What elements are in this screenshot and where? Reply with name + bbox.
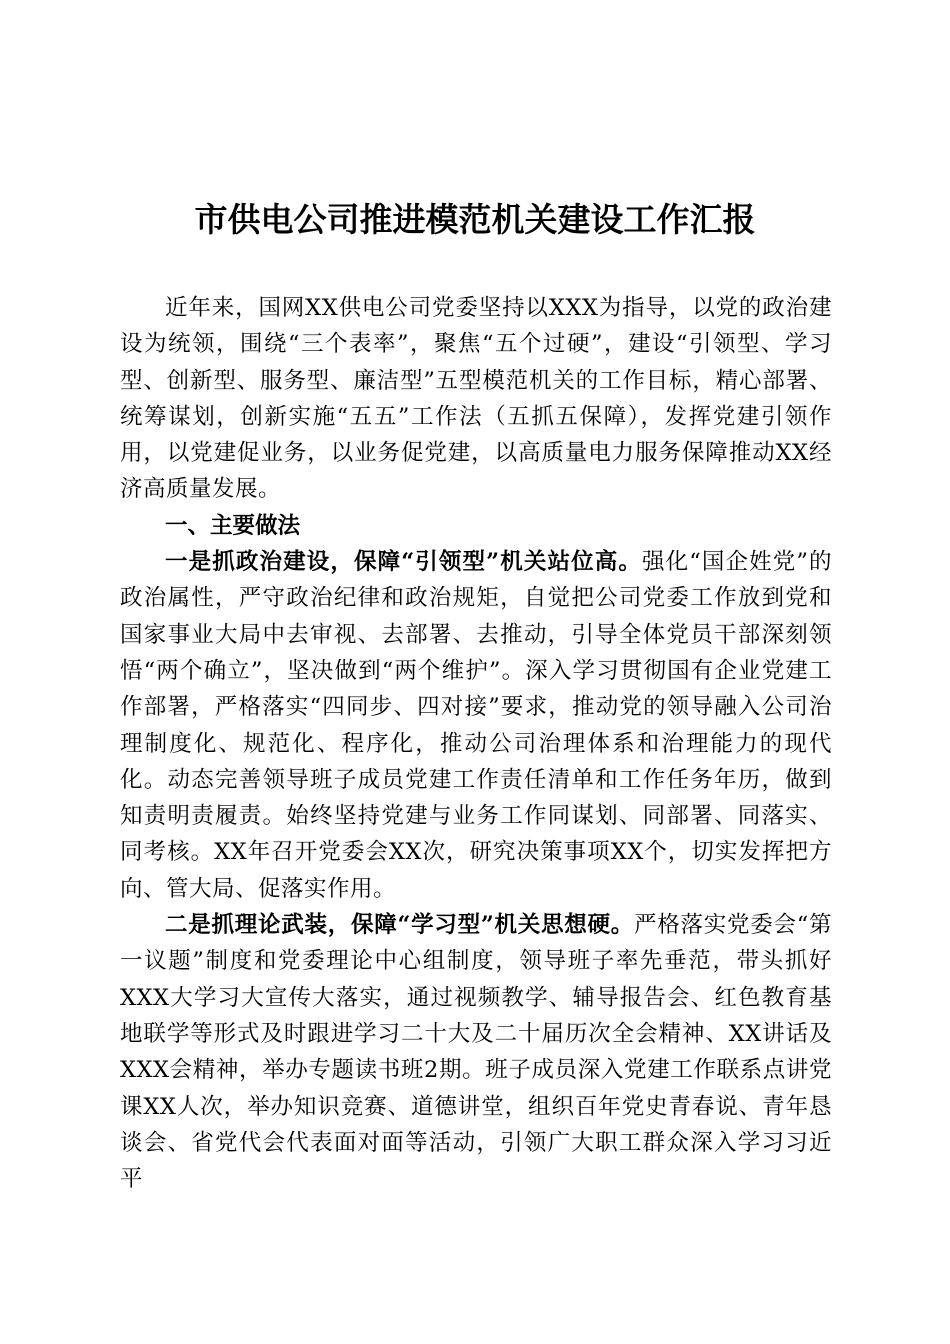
- document-title: 市供电公司推进模范机关建设工作汇报: [194, 200, 756, 239]
- document-body: [120, 290, 832, 1197]
- point-lead-political: 一是抓政治建设，保障“引领型”机关站位高。: [165, 549, 642, 576]
- point-lead-theory: 二是抓理论武装，保障“学习型”机关思想硬。: [165, 912, 635, 939]
- paragraph-political-building: [120, 544, 832, 907]
- section-heading-main-practices: 一、主要做法: [165, 512, 301, 539]
- paragraph-theory-study: [120, 907, 832, 1197]
- point-text-political: 强化“国企姓党”的政治属性，严守政治纪律和政治规矩，自觉把公司党委工作放到党和国家事业大局中去审视、去部署、去推动，引导全体党员干部深刻领悟“两个确立”，坚决做到“两个维护”。深入学习贯彻国有企业党建工作部署，严格落实“四同步、四对接”要求，推动党的领导融入公司治理制度化、规范化、程序化，推动公司治理体系和治理能力的现代化。动态完善领导班子成员党建工作责任清单和工作任务年历，做到知责明责履责。始终坚持党建与业务工作同谋划、同部署、同落实、同考核。XX年召开党委会XX次，研究决策事项XX个，切实发挥把方向、管大局、促落实作用。: [120, 549, 832, 902]
- point-text-theory: 严格落实党委会“第一议题”制度和党委理论中心组制度，领导班子率先垂范，带头抓好XXX大学习大宣传大落实，通过视频教学、辅导报告会、红色教育基地联学等形式及时跟进学习二十大及二十届历次全会精神、XX讲话及XXX会精神，举办专题读书班2期。班子成员深入党建工作联系点讲党课XX人次，举办知识竞赛、道德讲堂，组织百年党史青春说、青年恳谈会、省党代会代表面对面等活动，引领广大职工群众深入学习习近平: [120, 912, 832, 1193]
- intro-paragraph: 近年来，国网XX供电公司党委坚持以XXX为指导，以党的政治建设为统领，围绕“三个表率”，聚焦“五个过硬”，建设“引领型、学习型、创新型、服务型、廉洁型”五型模范机关的工作目标，精心部署、统筹谋划，创新实施“五五”工作法（五抓五保障），发挥党建引领作用，以党建促业务，以业务促党建，以高质量电力服务保障推动XX经济高质量发展。: [120, 295, 832, 503]
